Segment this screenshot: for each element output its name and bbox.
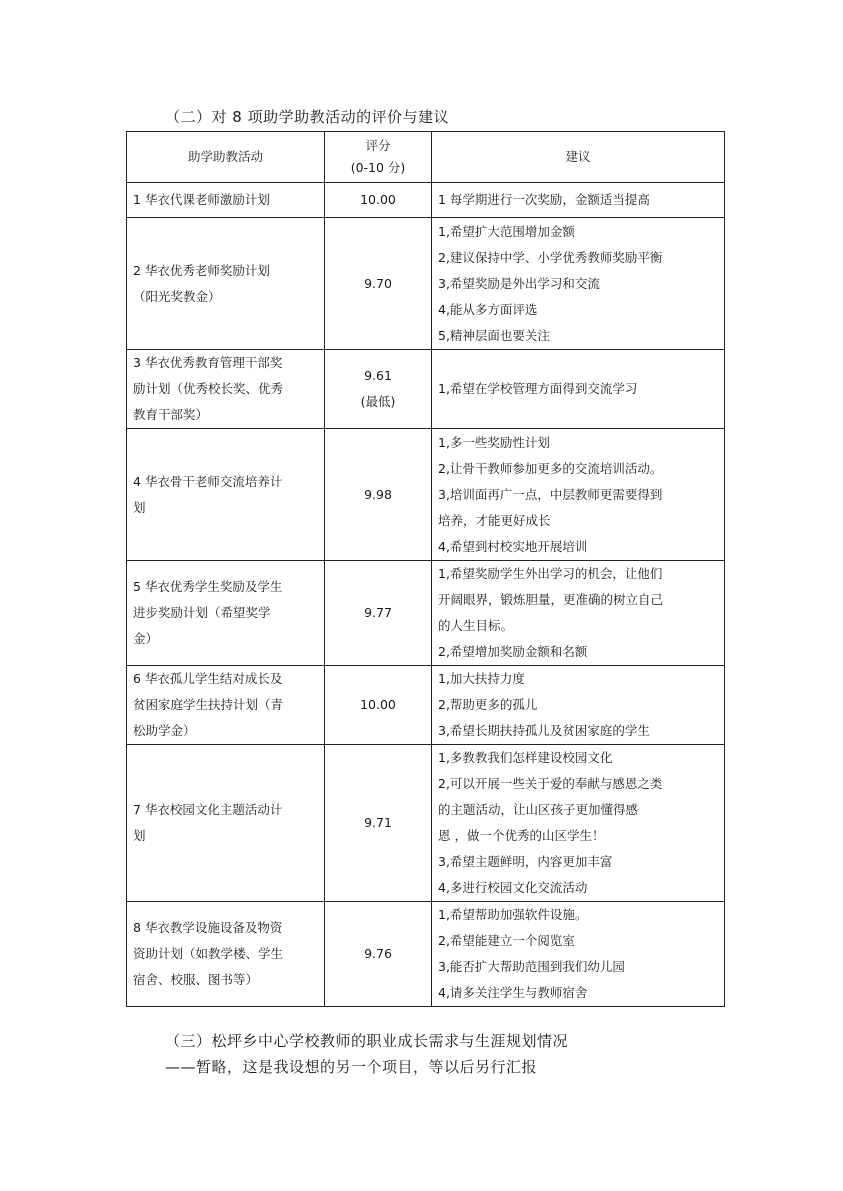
- activity-cell: [127, 902, 325, 1007]
- section-2-title: （二）对 8 项助学助教活动的评价与建议: [165, 108, 450, 126]
- suggestion-line: 3,希望主题鲜明，内容更加丰富: [438, 854, 613, 869]
- activity-cell: [127, 350, 325, 429]
- suggestion-line: 4,请多关注学生与教师宿舍: [438, 985, 588, 1000]
- score-cell: [325, 429, 432, 561]
- suggestion-line: 2,帮助更多的孤儿: [438, 697, 538, 712]
- activity-line: （阳光奖教金）: [133, 288, 221, 304]
- suggestion-line: 1,多教教我们怎样建设校园文化: [438, 750, 613, 765]
- table-row: [127, 183, 725, 218]
- score-value: 9.70: [364, 275, 392, 291]
- activity-line: 松助学金）: [133, 723, 196, 738]
- activity-cell: [127, 745, 325, 902]
- suggestion-line: 4,能从多方面评选: [438, 301, 538, 317]
- activity-line: 划: [133, 828, 146, 843]
- header-score-label: 评分: [365, 138, 391, 153]
- table-row: [127, 218, 725, 350]
- suggestion-line: 1,希望奖励学生外出学习的机会，让他们: [438, 566, 663, 581]
- table-header-row: [127, 132, 725, 183]
- suggestion-line: 1,多一些奖励性计划: [438, 434, 550, 450]
- table-row: [127, 350, 725, 429]
- suggestion-line: 3,能否扩大帮助范围到我们幼儿园: [438, 959, 625, 974]
- activity-line: 资助计划（如教学楼、学生: [133, 946, 284, 961]
- suggestion-line: 2,希望能建立一个阅览室: [438, 933, 575, 948]
- score-cell: [325, 561, 432, 666]
- suggestion-line: 3,希望奖励是外出学习和交流: [438, 275, 600, 291]
- score-value: 9.77: [364, 605, 392, 620]
- score-cell: [325, 350, 432, 429]
- suggestion-cell: [432, 350, 725, 429]
- activity-line: 贫困家庭学生扶持计划（青: [133, 697, 284, 712]
- suggestion-line: 的主题活动，让山区孩子更加懂得感: [438, 802, 639, 817]
- activity-cell: [127, 561, 325, 666]
- suggestion-line: 1 每学期进行一次奖励，金额适当提高: [438, 192, 650, 207]
- suggestion-line: 2,希望增加奖励金额和名额: [438, 644, 588, 659]
- activity-line: 划: [133, 499, 146, 515]
- score-value: 9.98: [364, 486, 392, 502]
- score-cell: [325, 183, 432, 218]
- header-score-range: (0-10 分): [350, 160, 406, 175]
- suggestion-line: 开阔眼界，锻炼胆量，更准确的树立自己: [438, 592, 664, 607]
- suggestion-cell: [432, 218, 725, 350]
- suggestion-line: 1,希望帮助加强软件设施。: [438, 907, 588, 922]
- activity-line: 4 华衣骨干老师交流培养计: [133, 473, 283, 489]
- suggestion-cell: [432, 183, 725, 218]
- suggestion-line: 恩 ，做一个优秀的山区学生！: [438, 828, 605, 843]
- score-cell: [325, 745, 432, 902]
- activity-cell: [127, 218, 325, 350]
- table-row: [127, 745, 725, 902]
- table-row: [127, 666, 725, 745]
- activity-line: 教育干部奖）: [133, 407, 209, 422]
- activity-line: 励计划（优秀校长奖、优秀: [133, 381, 284, 396]
- header-activity: 助学助教活动: [127, 132, 325, 183]
- activity-line: 进步奖励计划（希望奖学: [133, 605, 271, 620]
- suggestion-line: 1,希望扩大范围增加金额: [438, 223, 575, 239]
- suggestion-line: 4,希望到村校实地开展培训: [438, 538, 588, 554]
- suggestion-cell: [432, 561, 725, 666]
- score-value: 9.71: [364, 815, 392, 830]
- table-row: [127, 902, 725, 1007]
- activity-line: 7 华衣校园文化主题活动计: [133, 802, 283, 817]
- activity-cell: [127, 666, 325, 745]
- activity-cell: [127, 183, 325, 218]
- score-cell: [325, 902, 432, 1007]
- activity-cell: [127, 429, 325, 561]
- activity-line: 3 华衣优秀教育管理干部奖: [133, 355, 283, 370]
- activity-line: 6 华衣孤儿学生结对成长及: [133, 671, 283, 686]
- suggestion-line: 4,多进行校园文化交流活动: [438, 880, 588, 895]
- section-3-title: （三）松坪乡中心学校教师的职业成长需求与生涯规划情况: [165, 1032, 569, 1050]
- table-body: [127, 183, 725, 1007]
- score-value: (最低): [360, 394, 396, 409]
- section-3-note: ——暂略，这是我设想的另一个项目，等以后另行汇报: [165, 1058, 538, 1076]
- table-row: [127, 429, 725, 561]
- score-cell: [325, 218, 432, 350]
- score-value: 10.00: [360, 697, 396, 712]
- suggestion-line: 3,培训面再广一点，中层教师更需要得到: [438, 486, 663, 502]
- suggestion-line: 2,可以开展一些关于爱的奉献与感恩之类: [438, 776, 663, 791]
- suggestion-line: 的人生目标。: [438, 618, 514, 633]
- suggestion-line: 1,希望在学校管理方面得到交流学习: [438, 381, 638, 396]
- suggestion-line: 5,精神层面也要关注: [438, 327, 550, 343]
- suggestion-cell: [432, 429, 725, 561]
- activity-line: 5 华衣优秀学生奖励及学生: [133, 579, 283, 594]
- suggestion-line: 2,让骨干教师参加更多的交流培训活动。: [438, 460, 663, 476]
- header-suggestion: 建议: [432, 132, 725, 183]
- score-cell: [325, 666, 432, 745]
- activity-line: 宿舍、校服、图书等）: [133, 972, 259, 987]
- suggestion-line: 2,建议保持中学、小学优秀教师奖励平衡: [438, 249, 663, 265]
- score-value: 9.76: [364, 946, 392, 961]
- evaluation-table: [126, 131, 725, 1007]
- suggestion-line: 3,希望长期扶持孤儿及贫困家庭的学生: [438, 723, 650, 738]
- suggestion-line: 培养，才能更好成长: [438, 512, 551, 528]
- suggestion-cell: [432, 666, 725, 745]
- table-row: [127, 561, 725, 666]
- suggestion-cell: [432, 745, 725, 902]
- activity-line: 8 华衣教学设施设备及物资: [133, 920, 283, 935]
- suggestion-line: 1,加大扶持力度: [438, 671, 525, 686]
- activity-line: 1 华衣代课老师激励计划: [133, 192, 270, 207]
- header-score: [325, 132, 432, 183]
- activity-line: 金）: [133, 631, 159, 646]
- activity-line: 2 华衣优秀老师奖励计划: [133, 262, 270, 278]
- suggestion-cell: [432, 902, 725, 1007]
- score-value: 9.61: [364, 368, 392, 383]
- score-value: 10.00: [360, 192, 396, 207]
